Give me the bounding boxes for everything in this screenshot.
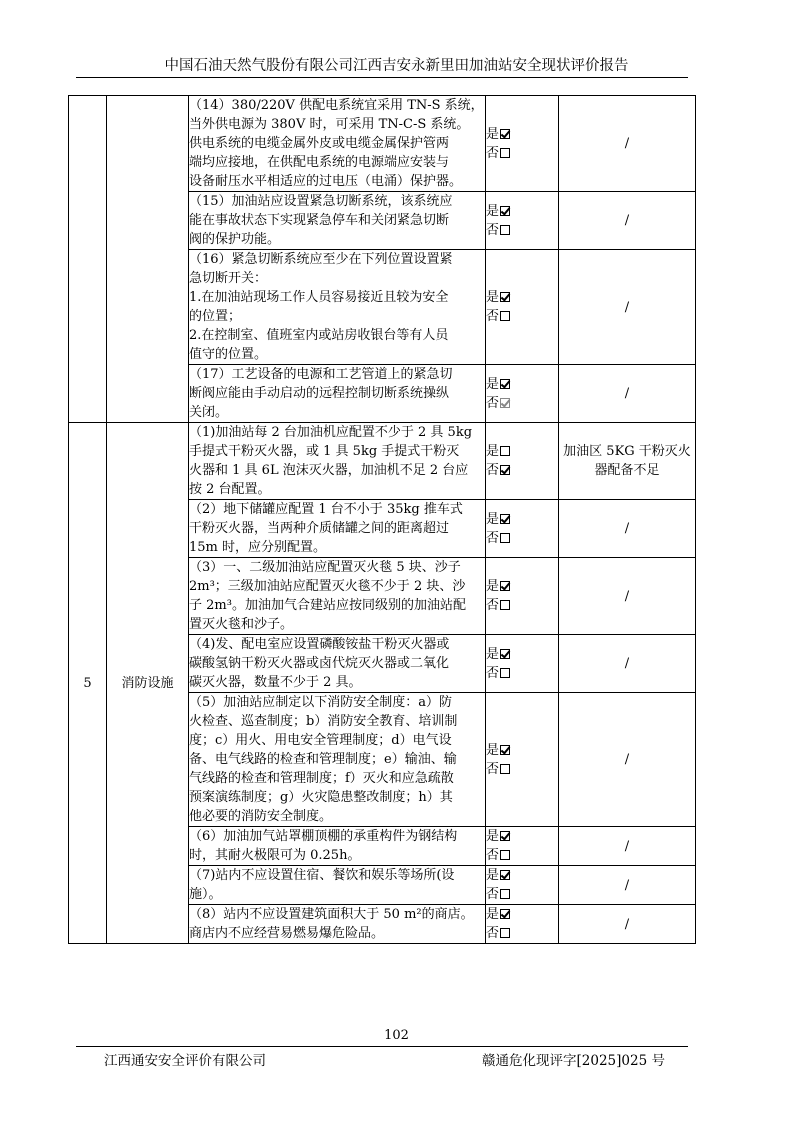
check-result: 是 否 — [486, 827, 559, 866]
table-row — [69, 423, 696, 500]
yes-checked-box — [500, 831, 510, 841]
yes-checked-box — [500, 129, 510, 139]
no-unchecked-box — [500, 600, 510, 610]
check-remark: / — [559, 905, 696, 944]
check-remark: / — [559, 693, 696, 827]
no-unchecked-box — [500, 311, 510, 321]
check-result: 是 否 — [486, 192, 559, 250]
yes-checked-box — [500, 745, 510, 755]
footer-company: 江西通安安全评价有限公司 — [104, 1053, 266, 1069]
check-content: （14）380/220V 供配电系统宜采用 TN-S 系统， 当外供电源为 380V 时，可采用 TN-C-S 系统。 供电系统的电缆金属外皮或电缆金属保护管两 端均应接地，在供配电系统的电源端应安装与 设备耐压水平相适应的过电压（电涌）保护器。 — [189, 96, 486, 192]
check-result: 是 否 — [486, 423, 559, 500]
check-remark: / — [559, 635, 696, 693]
no-unchecked-box — [500, 148, 510, 158]
check-result: 是 否 — [486, 558, 559, 635]
check-remark: / — [559, 96, 696, 192]
yes-checked-box — [500, 649, 510, 659]
check-content: （6）加油加气站罩棚顶棚的承重构件为钢结构 时，其耐火极限可为 0.25h。 — [189, 827, 486, 866]
item-category-cell — [107, 96, 189, 423]
yes-checked-box — [500, 581, 510, 591]
check-content: （3）一、二级加油站应配置灭火毯 5 块、沙子 2m³；三级加油站应配置灭火毯不少于 2 块、沙 子 2m³。加油加气合建站应按同级别的加油站配 置灭火毯和沙子。 — [189, 558, 486, 635]
check-content: （17）工艺设备的电源和工艺管道上的紧急切 断阀应能由手动启动的远程控制切断系统操纵 关闭。 — [189, 365, 486, 423]
yes-checked-box — [500, 909, 510, 919]
check-result: 是 否 — [486, 905, 559, 944]
yes-checked-box — [500, 870, 510, 880]
yes-checked-box — [500, 292, 510, 302]
check-content: （8）站内不应设置建筑面积大于 50 m²的商店。 商店内不应经营易燃易爆危险品。 — [189, 905, 486, 944]
check-content: （16）紧急切断系统应至少在下列位置设置紧 急切断开关： 1.在加油站现场工作人员容易接近且较为安全 的位置； 2.在控制室、值班室内或站房收银台等有人员 值守的位置。 — [189, 250, 486, 365]
section-number: 5 — [69, 423, 107, 944]
page-header-title: 中国石油天然气股份有限公司江西吉安永新里田加油站安全现状评价报告 — [164, 58, 629, 74]
yes-checked-box — [500, 514, 510, 524]
header-rule — [76, 77, 688, 78]
footer-document-number: 赣通危化现评字[2025]025 号 — [482, 1053, 665, 1069]
check-content: （7)站内不应设置住宿、餐饮和娱乐等场所(设 施）。 — [189, 866, 486, 905]
no-unchecked-box — [500, 928, 510, 938]
check-remark: / — [559, 250, 696, 365]
check-remark: / — [559, 500, 696, 558]
evaluation-table — [68, 95, 696, 944]
check-result: 是 否 — [486, 866, 559, 905]
check-remark: / — [559, 365, 696, 423]
check-remark: / — [559, 192, 696, 250]
item-number-cell — [69, 96, 107, 423]
check-result: 是 否 — [486, 693, 559, 827]
check-result: 是 否 — [486, 365, 559, 423]
check-result: 是 否 — [486, 250, 559, 365]
check-content: （2）地下储罐应配置 1 台不小于 35kg 推车式 干粉灭火器，当两种介质储罐之间的距离超过 15m 时，应分别配置。 — [189, 500, 486, 558]
table-row — [69, 96, 696, 192]
check-content: （5）加油站应制定以下消防安全制度：a）防 火检查、巡查制度；b）消防安全教育、培训制 度；c）用火、用电安全管理制度；d）电气设 备、电气线路的检查和管理制度；e）输油、输 气线路的检查和管理制度；f）灭火和应急疏散 预案演练制度；g）火灾隐患整改制度；h）其 他必要的消防安全制度。 — [189, 693, 486, 827]
check-content: （1)加油站每 2 台加油机应配置不少于 2 具 5kg 手提式干粉灭火器，或 1 具 5kg 手提式干粉灭 火器和 1 具 6L 泡沫灭火器，加油机不足 2 台应 按 2 台配置。 — [189, 423, 486, 500]
check-remark: / — [559, 827, 696, 866]
check-result: 是 否 — [486, 500, 559, 558]
check-remark: 加油区 5KG 干粉灭火 器配备不足 — [559, 423, 696, 500]
no-unchecked-box — [500, 764, 510, 774]
yes-checked-box — [500, 379, 510, 389]
no-unchecked-box — [500, 225, 510, 235]
no-unchecked-box — [500, 889, 510, 899]
page-number: 102 — [384, 1028, 409, 1043]
check-content: （15）加油站应设置紧急切断系统，该系统应 能在事故状态下实现紧急停车和关闭紧急切断 阀的保护功能。 — [189, 192, 486, 250]
check-result: 是 否 — [486, 96, 559, 192]
no-unchecked-box — [500, 668, 510, 678]
yes-checked-box — [500, 206, 510, 216]
no-unchecked-box — [500, 533, 510, 543]
check-result: 是 否 — [486, 635, 559, 693]
section-category: 消防设施 — [107, 423, 189, 944]
yes-unchecked-box — [500, 446, 510, 456]
footer-rule — [76, 1046, 688, 1047]
no-unchecked-box — [500, 850, 510, 860]
check-remark: / — [559, 866, 696, 905]
no-checked-box — [500, 465, 510, 475]
no-faint-checked-box — [500, 398, 510, 408]
check-content: （4)发、配电室应设置磷酸铵盐干粉灭火器或 碳酸氢钠干粉灭火器或卤代烷灭火器或二氧化 碳灭火器，数量不少于 2 具。 — [189, 635, 486, 693]
check-remark: / — [559, 558, 696, 635]
